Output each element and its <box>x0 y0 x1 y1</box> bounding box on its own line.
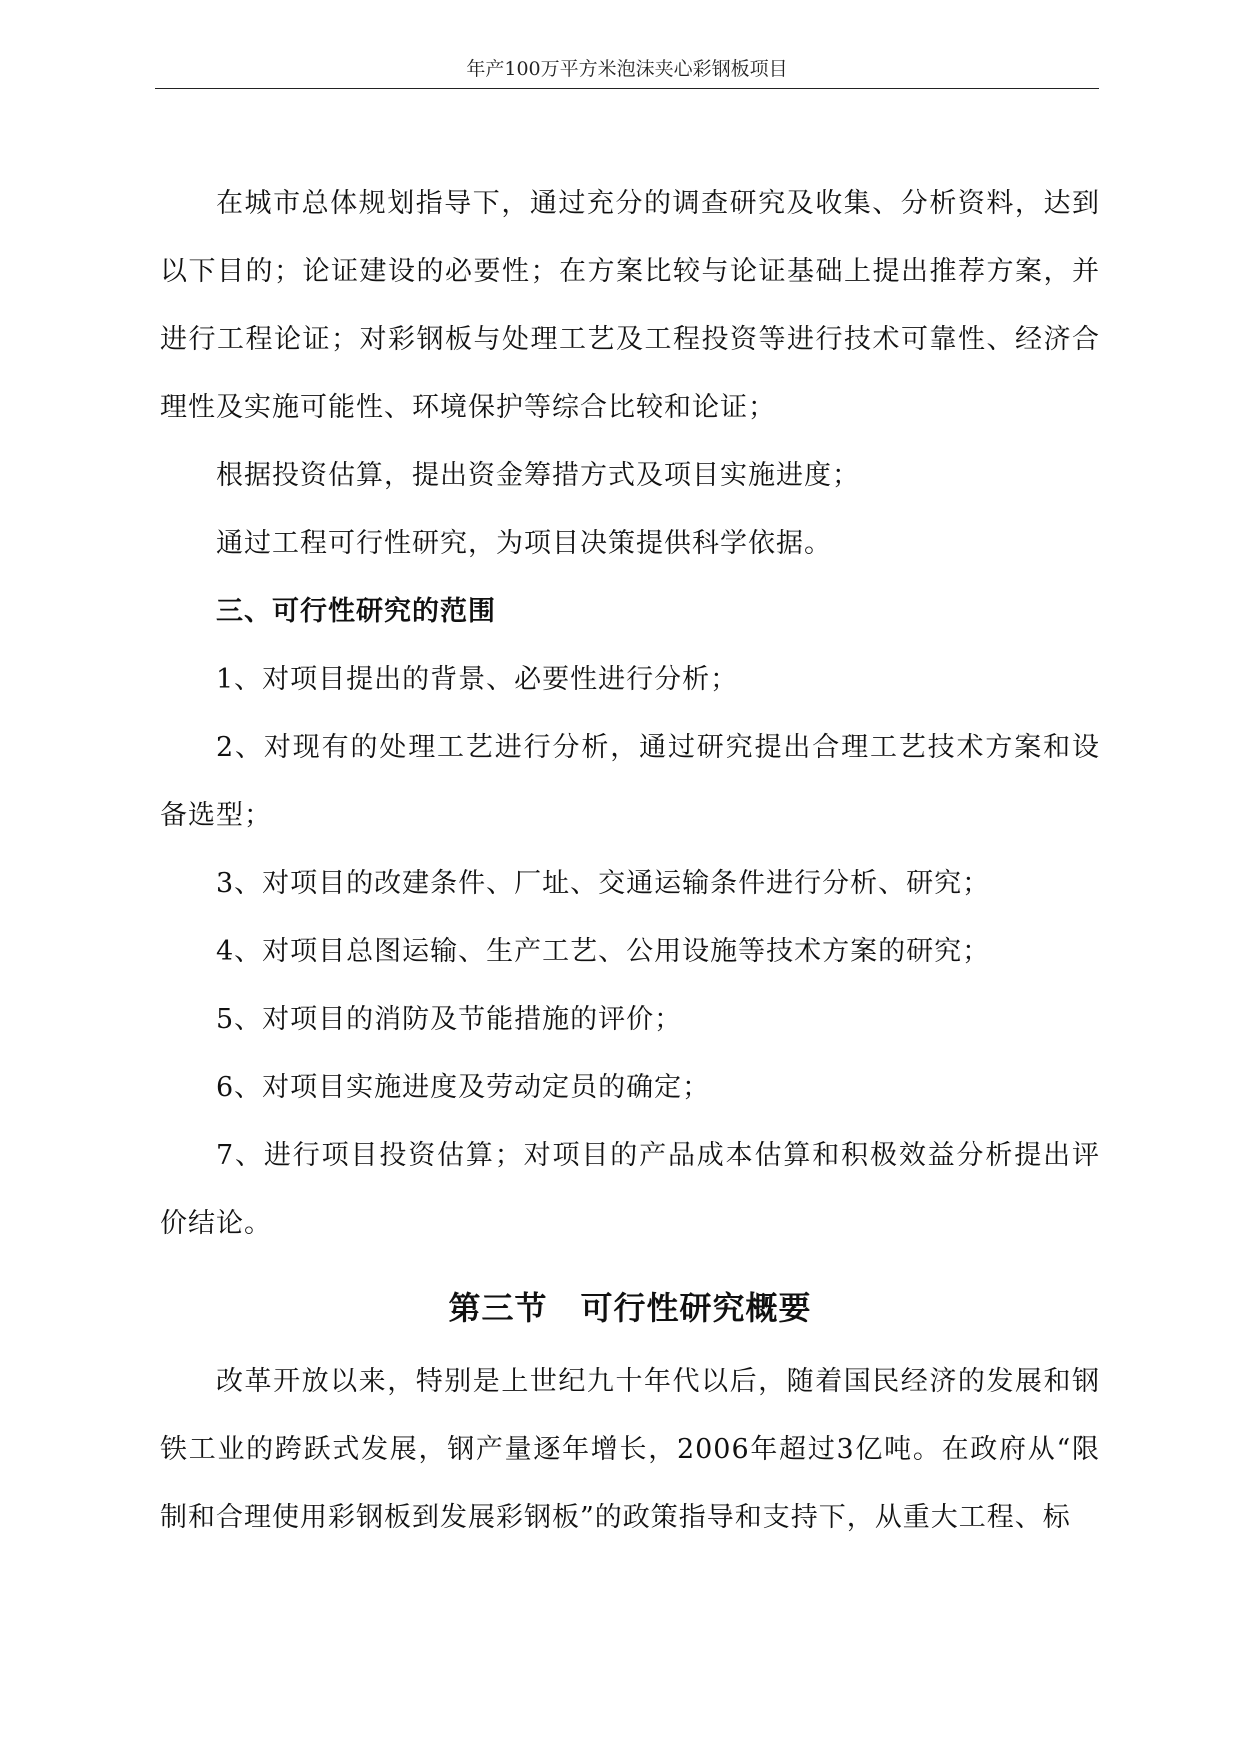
paragraph-investment: 根据投资估算，提出资金筹措方式及项目实施进度； <box>216 460 860 491</box>
list-item-1: 1、对项目提出的背景、必要性进行分析； <box>216 664 739 695</box>
list-item-6: 6、对项目实施进度及劳动定员的确定； <box>216 1072 711 1103</box>
paragraph-objectives: 在城市总体规划指导下，通过充分的调查研究及收集、分析资料，达到以下目的；论证建设的必要性；在方案比较与论证基础上提出推荐方案，并进行工程论证；对彩钢板与处理工艺及工程投资等进行技术可靠性、经济合理性及实施可能性、环境保护等综合比较和论证； <box>160 188 1100 423</box>
header-divider <box>155 88 1099 89</box>
running-header: 年产100万平方米泡沫夹心彩钢板项目 <box>466 58 788 80</box>
document-body <box>160 170 1100 1552</box>
list-item-2: 2、对现有的处理工艺进行分析，通过研究提出合理工艺技术方案和设备选型； <box>160 732 1100 831</box>
section-heading: 三、可行性研究的范围 <box>216 596 496 627</box>
list-item-7: 7、进行项目投资估算；对项目的产品成本估算和积极效益分析提出评价结论。 <box>160 1140 1100 1239</box>
list-item-4: 4、对项目总图运输、生产工艺、公用设施等技术方案的研究； <box>216 936 991 967</box>
list-item-5: 5、对项目的消防及节能措施的评价； <box>216 1004 683 1035</box>
chapter-title: 第三节 可行性研究概要 <box>448 1289 812 1327</box>
paragraph-overview: 改革开放以来，特别是上世纪九十年代以后，随着国民经济的发展和钢铁工业的跨跃式发展，钢产量逐年增长，2006年超过3亿吨。在政府从“限制和合理使用彩钢板到发展彩钢板”的政策指导和支持下，从重大工程、标 <box>160 1366 1100 1533</box>
paragraph-basis: 通过工程可行性研究，为项目决策提供科学依据。 <box>216 528 832 559</box>
list-item-3: 3、对项目的改建条件、厂址、交通运输条件进行分析、研究； <box>216 868 991 899</box>
